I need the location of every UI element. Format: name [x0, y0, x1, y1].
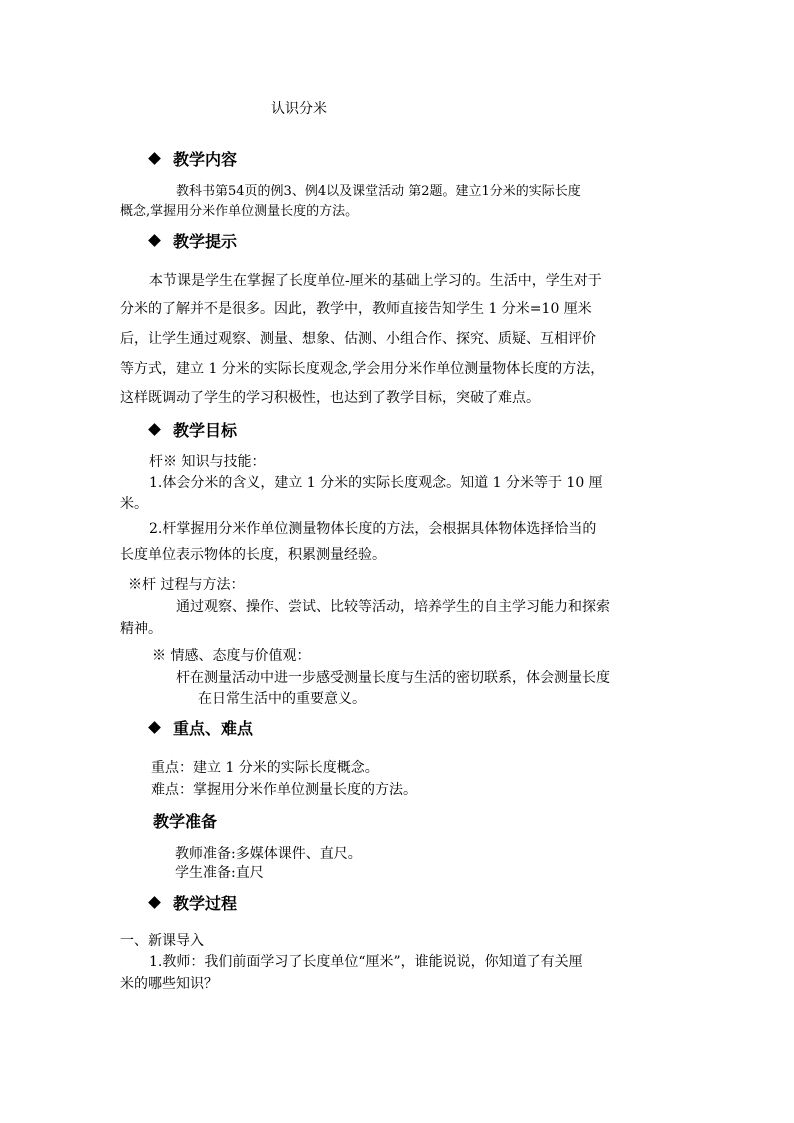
diamond-bullet-icon	[148, 234, 161, 247]
goals-line: 杆※ 知识与技能：	[149, 454, 266, 470]
prep-line: 教师准备:多媒体课件、直尺。	[175, 846, 362, 862]
diamond-bullet-icon	[148, 152, 161, 165]
section-heading-keypoints: 重点、难点	[150, 719, 253, 739]
goals-line: 2.杆掌握用分米作单位测量物体长度的方法，会根据具体物体选择恰当的	[149, 521, 597, 537]
goals-line: 1.体会分米的含义，建立 1 分米的实际长度观念。知道 1 分米等于 10 厘	[149, 475, 603, 491]
goals-line: ※杆 过程与方法：	[128, 577, 245, 593]
goals-line: 精神。	[120, 621, 162, 637]
process-line: 米的哪些知识？	[120, 976, 218, 992]
goals-line: 米。	[120, 496, 148, 512]
content-line: 概念,掌握用分米作单位测量长度的方法。	[120, 204, 359, 219]
content-line: 教科书第54页的例3、例4以及课堂活动 第2题。建立1分米的实际长度	[176, 184, 581, 199]
goals-line: 通过观察、操作、尝试、比较等活动，培养学生的自主学习能力和探索	[176, 599, 610, 615]
goals-line: ※ 情感、态度与价值观：	[152, 648, 311, 664]
goals-line: 长度单位表示物体的长度，积累测量经验。	[120, 547, 386, 563]
hints-line: 本节课是学生在掌握了长度单位-厘米的基础上学习的。生活中，学生对于	[149, 273, 602, 289]
section-heading-prep: 教学准备	[153, 812, 218, 831]
section-heading-hints: 教学提示	[150, 232, 237, 252]
hints-line: 后，让学生通过观察、测量、想象、估测、小组合作、探究、质疑、互相评价	[120, 331, 596, 347]
section-heading-goals: 教学目标	[150, 421, 237, 441]
document-title: 认识分米	[271, 101, 327, 117]
section-heading-content: 教学内容	[150, 150, 237, 170]
keypoints-line: 重点：建立 1 分米的实际长度概念。	[151, 760, 379, 776]
prep-line: 学生准备:直尺	[175, 865, 264, 881]
diamond-bullet-icon	[148, 721, 161, 734]
goals-line: 在日常生活中的重要意义。	[198, 691, 366, 707]
hints-line: 等方式，建立 1 分米的实际长度观念,学会用分米作单位测量物体长度的方法，	[120, 361, 605, 377]
hints-line: 分米的了解并不是很多。因此，教学中，教师直接告知学生 1 分米=10 厘米	[120, 301, 592, 317]
hints-line: 这样既调动了学生的学习积极性，也达到了教学目标，突破了难点。	[120, 390, 540, 406]
goals-line: 杆在测量活动中进一步感受测量长度与生活的密切联系，体会测量长度	[176, 670, 610, 686]
diamond-bullet-icon	[148, 896, 161, 909]
process-line: 1.教师：我们前面学习了长度单位“厘米”，谁能说说，你知道了有关厘	[149, 954, 583, 970]
diamond-bullet-icon	[148, 423, 161, 436]
section-heading-process: 教学过程	[150, 894, 237, 914]
process-line: 一、新课导入	[120, 933, 204, 949]
keypoints-line: 难点：掌握用分米作单位测量长度的方法。	[151, 782, 417, 798]
